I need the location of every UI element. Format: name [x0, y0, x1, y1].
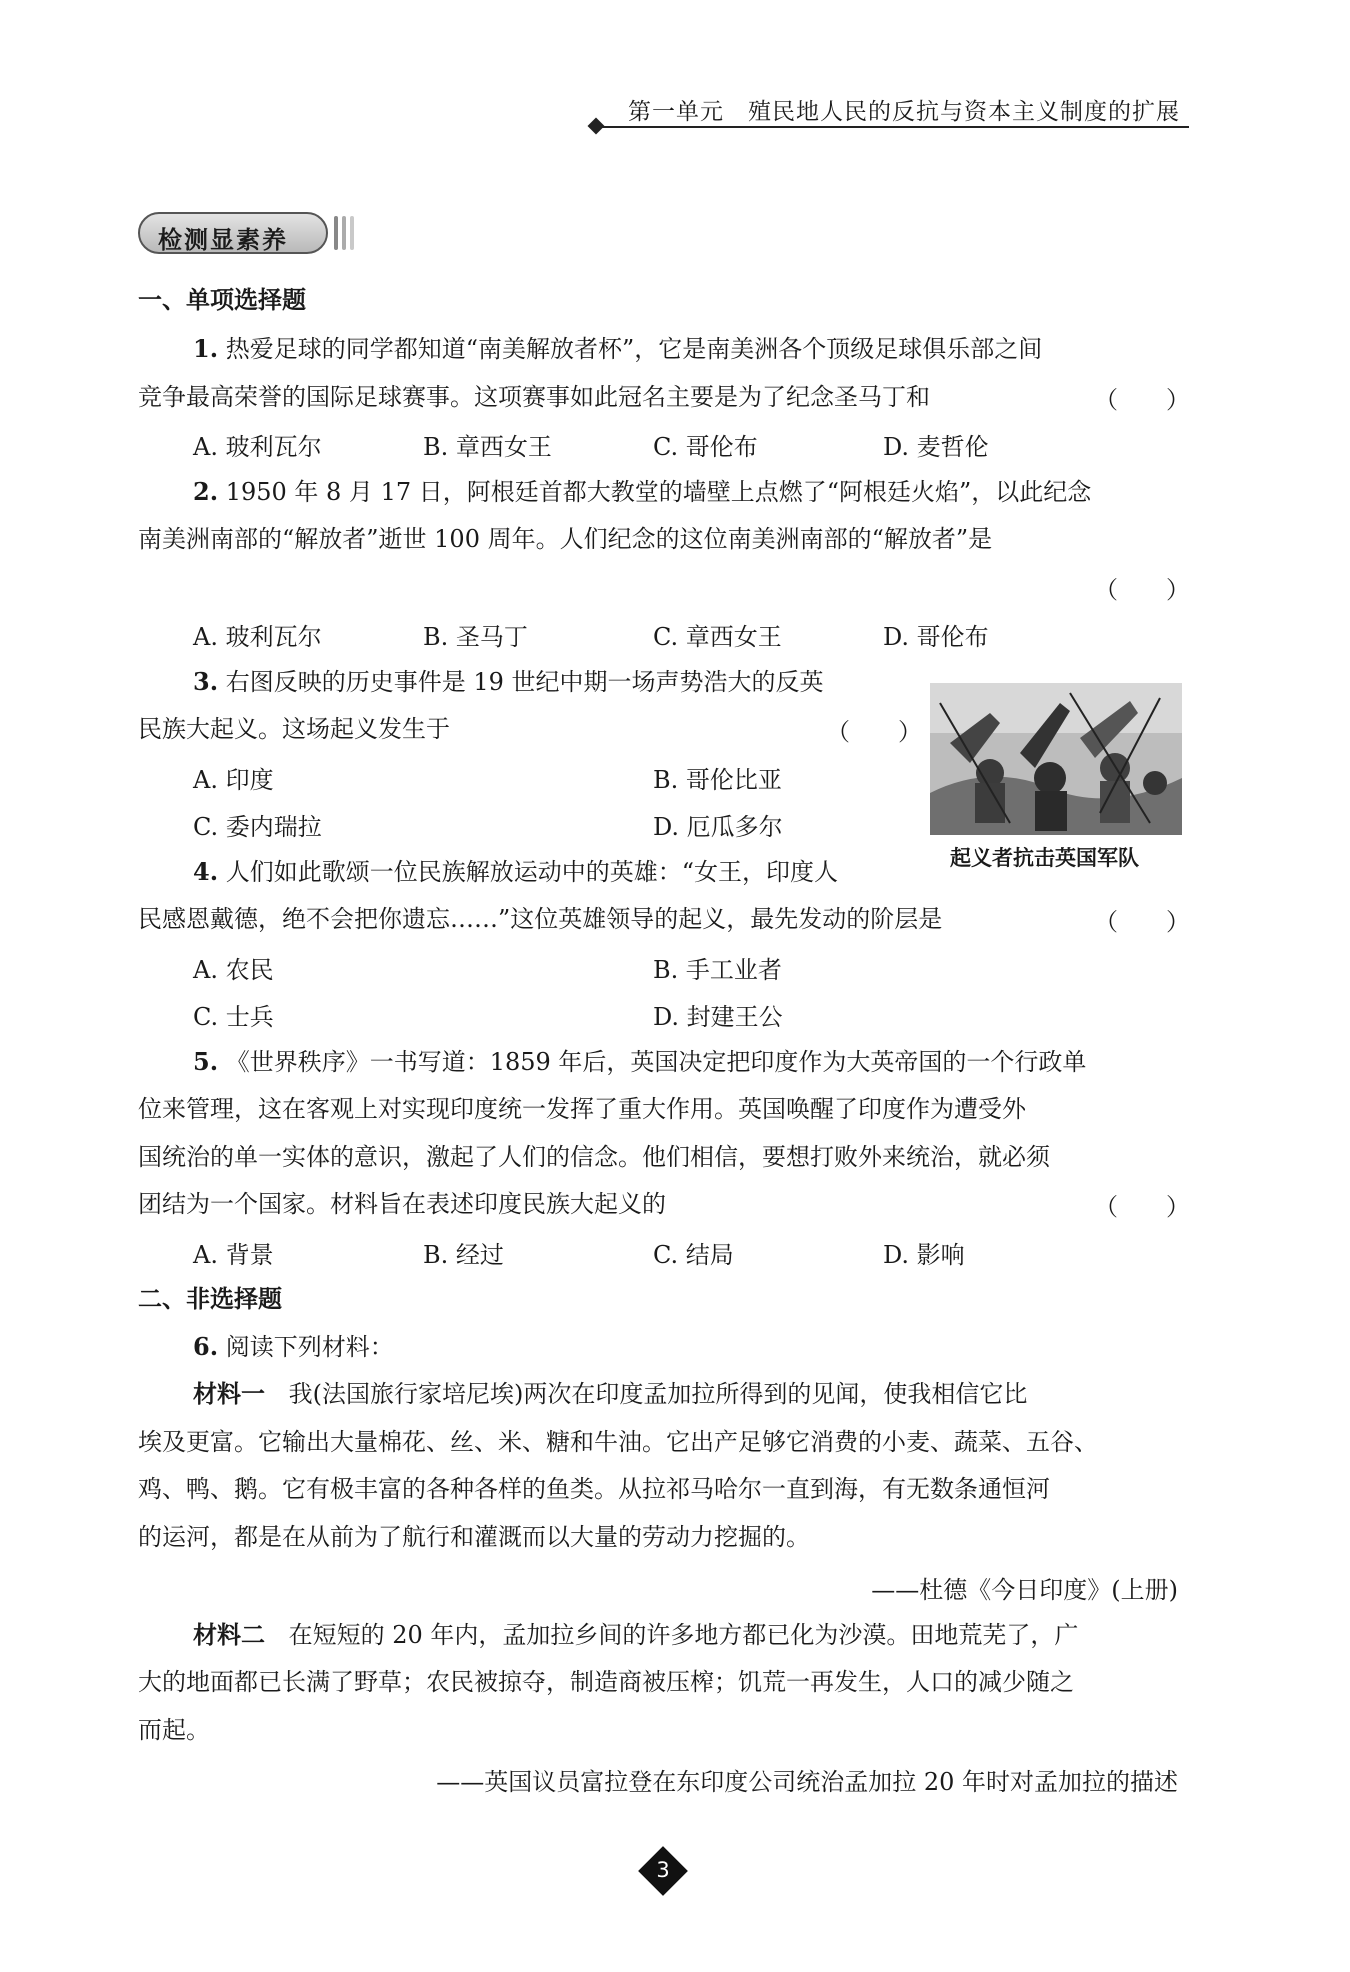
material1-label: 材料一 — [193, 1380, 265, 1408]
q3-line1 — [193, 665, 824, 699]
q5-line4: 团结为一个国家。材料旨在表述印度民族大起义的 — [138, 1190, 666, 1218]
q2-line1 — [193, 475, 1091, 509]
material1-source: ——杜德《今日印度》(上册) — [871, 1576, 1178, 1604]
q5-option-a: A. 背景 — [193, 1241, 274, 1269]
badge-text: 检测显素养 — [158, 226, 288, 254]
material2-label: 材料二 — [193, 1621, 265, 1649]
q2-answer-bracket: （ ） — [1094, 576, 1190, 604]
q1-option-c: C. 哥伦布 — [653, 433, 758, 461]
q4-option-c: C. 士兵 — [193, 1003, 274, 1031]
q6-intro — [193, 1330, 394, 1364]
badge-tail-stripe — [342, 216, 346, 250]
q1-option-b: B. 章西女王 — [423, 433, 552, 461]
q2-text: 1950 年 8 月 17 日，阿根廷首都大教堂的墙壁上点燃了“阿根廷火焰”，以此纪念 — [225, 478, 1092, 506]
q3-line2: 民族大起义。这场起义发生于 — [138, 715, 450, 743]
q2-option-c: C. 章西女王 — [653, 623, 782, 651]
q3-option-d: D. 厄瓜多尔 — [653, 813, 783, 841]
q3-number: 3. — [193, 667, 219, 696]
material1-line4: 的运河，都是在从前为了航行和灌溉而以大量的劳动力挖掘的。 — [138, 1523, 810, 1551]
unit-title: 第一单元 殖民地人民的反抗与资本主义制度的扩展 — [628, 99, 1180, 125]
q5-line2: 位来管理，这在客观上对实现印度统一发挥了重大作用。英国唤醒了印度作为遭受外 — [138, 1095, 1026, 1123]
material1-line3: 鸡、鸭、鹅。它有极丰富的各种各样的鱼类。从拉祁马哈尔一直到海，有无数条通恒河 — [138, 1475, 1050, 1503]
q1-option-d: D. 麦哲伦 — [883, 433, 989, 461]
badge-tail-stripe — [334, 216, 338, 250]
q4-option-a: A. 农民 — [193, 956, 274, 984]
q6-intro-text: 阅读下列材料： — [225, 1333, 394, 1361]
q5-line3: 国统治的单一实体的意识，激起了人们的信念。他们相信，要想打败外来统治，就必须 — [138, 1143, 1050, 1171]
q4-line1 — [193, 855, 838, 889]
q2-line2: 南美洲南部的“解放者”逝世 100 周年。人们纪念的这位南美洲南部的“解放者”是 — [138, 525, 993, 553]
q4-number: 4. — [193, 857, 219, 886]
part2-heading: 二、非选择题 — [138, 1285, 282, 1313]
header-rule — [596, 126, 1189, 128]
q1-line1 — [193, 332, 1042, 366]
q2-option-a: A. 玻利瓦尔 — [193, 623, 322, 651]
q3-option-c: C. 委内瑞拉 — [193, 813, 322, 841]
page-number-badge — [641, 1849, 685, 1893]
page-number: 3 — [656, 1858, 670, 1882]
q3-answer-bracket: （ ） — [826, 718, 922, 746]
q5-line1 — [193, 1045, 1086, 1079]
material1-text: 我(法国旅行家培尼埃)两次在印度孟加拉所得到的见闻，使我相信它比 — [288, 1380, 1028, 1408]
q4-text: 人们如此歌颂一位民族解放运动中的英雄：“女王，印度人 — [225, 858, 838, 886]
q5-option-c: C. 结局 — [653, 1241, 734, 1269]
material2-line1 — [193, 1618, 1078, 1652]
q2-option-b: B. 圣马丁 — [423, 623, 528, 651]
q6-number: 6. — [193, 1332, 219, 1361]
material2-line2: 大的地面都已长满了野草；农民被掠夺，制造商被压榨；饥荒一再发生，人口的减少随之 — [138, 1668, 1074, 1696]
material1-line1 — [193, 1377, 1027, 1411]
q1-text: 热爱足球的同学都知道“南美解放者杯”，它是南美洲各个顶级足球俱乐部之间 — [225, 335, 1043, 363]
q5-text: 《世界秩序》一书写道：1859 年后，英国决定把印度作为大英帝国的一个行政单 — [225, 1048, 1087, 1076]
q1-line2: 竞争最高荣誉的国际足球赛事。这项赛事如此冠名主要是为了纪念圣马丁和 — [138, 383, 930, 411]
q4-line2: 民感恩戴德，绝不会把你遗忘……”这位英雄领导的起义，最先发动的阶层是 — [138, 905, 943, 933]
uprising-illustration — [930, 683, 1182, 835]
q4-option-b: B. 手工业者 — [653, 956, 782, 984]
q4-option-d: D. 封建王公 — [653, 1003, 783, 1031]
material2-source: ——英国议员富拉登在东印度公司统治孟加拉 20 年时对孟加拉的描述 — [436, 1768, 1178, 1796]
q1-number: 1. — [193, 334, 219, 363]
q5-number: 5. — [193, 1047, 219, 1076]
q5-answer-bracket: （ ） — [1094, 1193, 1190, 1221]
q1-answer-bracket: （ ） — [1094, 386, 1190, 414]
q2-number: 2. — [193, 477, 219, 506]
badge-body — [138, 212, 328, 254]
q3-option-b: B. 哥伦比亚 — [653, 766, 782, 794]
badge-tail-stripe — [350, 216, 354, 250]
q1-option-a: A. 玻利瓦尔 — [193, 433, 322, 461]
q5-option-b: B. 经过 — [423, 1241, 504, 1269]
q5-option-d: D. 影响 — [883, 1241, 965, 1269]
material1-line2: 埃及更富。它输出大量棉花、丝、米、糖和牛油。它出产足够它消费的小麦、蔬菜、五谷、 — [138, 1428, 1098, 1456]
q4-answer-bracket: （ ） — [1094, 908, 1190, 936]
material2-text: 在短短的 20 年内，孟加拉乡间的许多地方都已化为沙漠。田地荒芜了，广 — [288, 1621, 1079, 1649]
q3-text: 右图反映的历史事件是 19 世纪中期一场声势浩大的反英 — [225, 668, 824, 696]
battle-scene-image — [930, 683, 1182, 835]
material2-line3: 而起。 — [138, 1716, 210, 1744]
q3-option-a: A. 印度 — [193, 766, 274, 794]
figure-caption: 起义者抗击英国军队 — [950, 846, 1139, 870]
part1-heading: 一、单项选择题 — [138, 286, 306, 314]
q2-option-d: D. 哥伦布 — [883, 623, 989, 651]
section-badge — [138, 212, 356, 254]
